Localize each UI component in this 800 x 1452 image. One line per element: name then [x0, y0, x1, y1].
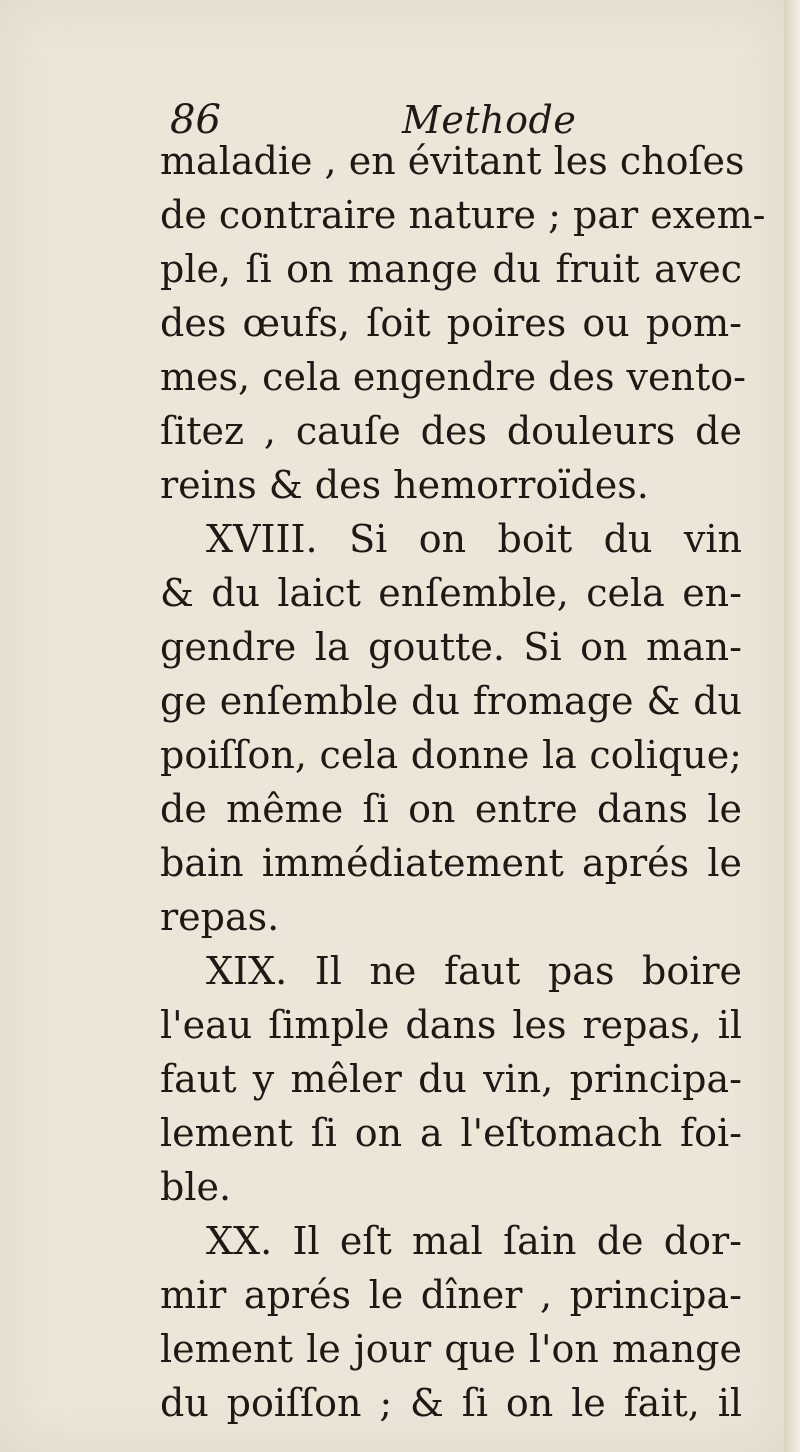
- text-line: du poiſſon ; & ſi on le fait, il: [160, 1381, 742, 1425]
- text-line: reins & des hemorroïdes.: [160, 463, 649, 507]
- text-line: mir aprés le dîner , principa-: [160, 1273, 742, 1317]
- text-line: ſitez , cauſe des douleurs de: [160, 409, 742, 453]
- text-line: de même ſi on entre dans le: [160, 787, 742, 831]
- text-line: ge enſemble du fromage & du: [160, 679, 742, 723]
- page-edge: [784, 0, 800, 1452]
- text-line: l'eau ſimple dans les repas, il: [160, 1003, 742, 1047]
- text-line: des œufs, ſoit poires ou pom-: [160, 301, 742, 345]
- text-line: faut y mêler du vin, principa-: [160, 1057, 742, 1101]
- article-xviii-first-line: XVIII. Si on boit du vin: [206, 517, 742, 561]
- text-line: lement ſi on a l'eſtomach foi-: [160, 1111, 742, 1155]
- text-line: mes, cela engendre des vento-: [160, 355, 746, 399]
- article-xix-first-line: XIX. Il ne faut pas boire: [206, 949, 742, 993]
- text-line: bain immédiatement aprés le: [160, 841, 742, 885]
- text-line: poiſſon, cela donne la colique;: [160, 733, 742, 777]
- text-line: & du laict enſemble, cela en-: [160, 571, 742, 615]
- text-line: de contraire nature ; par exem-: [160, 193, 766, 237]
- running-head: Methode: [402, 98, 577, 142]
- text-line: ple, ſi on mange du fruit avec: [160, 247, 742, 291]
- body-text: [160, 134, 766, 1430]
- text-line: lement le jour que l'on mange: [160, 1327, 742, 1371]
- text-line: gendre la goutte. Si on man-: [160, 625, 742, 669]
- article-xx-first-line: XX. Il eſt mal ſain de dor-: [206, 1219, 742, 1263]
- text-line: maladie , en évitant les choſes: [160, 139, 745, 183]
- text-line: repas.: [160, 895, 280, 939]
- text-line: ble.: [160, 1165, 232, 1209]
- page-number: 86: [170, 97, 221, 143]
